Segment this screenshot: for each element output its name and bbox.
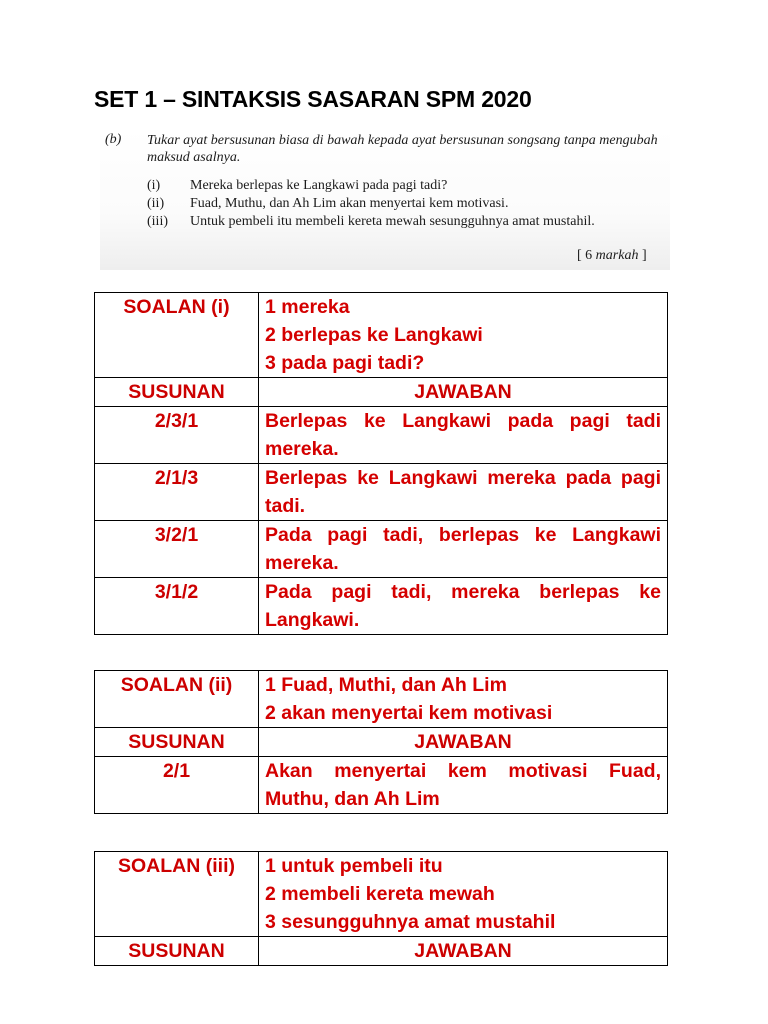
question-image — [100, 128, 670, 270]
question-instruction: Tukar ayat bersusunan biasa di bawah kepada ayat bersusunan songsang tanpa mengubah maksud asalnya. — [147, 133, 658, 165]
question-item-text: Fuad, Muthu, dan Ah Lim akan menyertai kem motivasi. — [190, 196, 509, 211]
question-item — [147, 214, 595, 230]
jawaban-header: JAWABAN — [259, 937, 668, 966]
header-row — [95, 378, 668, 407]
question-item-text: Untuk pembeli itu membeli kereta mewah sesungguhnya amat mustahil. — [190, 214, 595, 229]
answer-cell: Pada pagi tadi, berlepas ke Langkawi mereka. — [259, 521, 668, 578]
soalan-part: 2 akan menyertai kem motivasi — [265, 702, 553, 724]
order-cell: 2/1 — [95, 757, 259, 814]
jawaban-header: JAWABAN — [259, 728, 668, 757]
jawaban-header: JAWABAN — [259, 378, 668, 407]
table-row — [95, 521, 668, 578]
table-row — [95, 578, 668, 635]
question-item-number: (iii) — [147, 214, 168, 229]
soalan-label: SOALAN (iii) — [95, 852, 259, 937]
order-cell: 3/2/1 — [95, 521, 259, 578]
soalan-part: 3 sesungguhnya amat mustahil — [265, 911, 556, 933]
susunan-header: SUSUNAN — [95, 937, 259, 966]
answer-cell: Pada pagi tadi, mereka berlepas ke Langkawi. — [259, 578, 668, 635]
soalan-row — [95, 852, 668, 937]
soalan-parts — [259, 671, 668, 728]
susunan-header: SUSUNAN — [95, 378, 259, 407]
soalan-part: 1 Fuad, Muthi, dan Ah Lim — [265, 674, 507, 696]
soalan-label: SOALAN (i) — [95, 293, 259, 378]
answer-cell: Berlepas ke Langkawi pada pagi tadi mereka. — [259, 407, 668, 464]
page-title: SET 1 – SINTAKSIS SASARAN SPM 2020 — [94, 86, 532, 112]
susunan-header: SUSUNAN — [95, 728, 259, 757]
marks-label: [ 6 markah ] — [577, 248, 647, 263]
answer-table-3 — [94, 851, 668, 966]
table-row — [95, 757, 668, 814]
order-cell: 2/3/1 — [95, 407, 259, 464]
question-item-text: Mereka berlepas ke Langkawi pada pagi tadi? — [190, 178, 448, 193]
header-row — [95, 937, 668, 966]
soalan-row — [95, 293, 668, 378]
order-cell: 3/1/2 — [95, 578, 259, 635]
header-row — [95, 728, 668, 757]
order-cell: 2/1/3 — [95, 464, 259, 521]
soalan-part: 2 berlepas ke Langkawi — [265, 324, 483, 346]
question-item-number: (i) — [147, 178, 161, 193]
table-row — [95, 464, 668, 521]
answer-table-1 — [94, 292, 668, 635]
question-item — [147, 178, 447, 194]
soalan-parts — [259, 852, 668, 937]
answer-table-2 — [94, 670, 668, 814]
soalan-part: 1 untuk pembeli itu — [265, 855, 443, 877]
answer-cell: Akan menyertai kem motivasi Fuad, Muthu, dan Ah Lim — [259, 757, 668, 814]
soalan-part: 1 mereka — [265, 296, 350, 318]
soalan-part: 3 pada pagi tadi? — [265, 352, 425, 374]
question-label: (b) — [105, 132, 122, 147]
question-item-number: (ii) — [147, 196, 165, 211]
soalan-part: 2 membeli kereta mewah — [265, 883, 495, 905]
question-item — [147, 196, 508, 212]
answer-cell: Berlepas ke Langkawi mereka pada pagi tadi. — [259, 464, 668, 521]
soalan-parts — [259, 293, 668, 378]
soalan-label: SOALAN (ii) — [95, 671, 259, 728]
soalan-row — [95, 671, 668, 728]
table-row — [95, 407, 668, 464]
